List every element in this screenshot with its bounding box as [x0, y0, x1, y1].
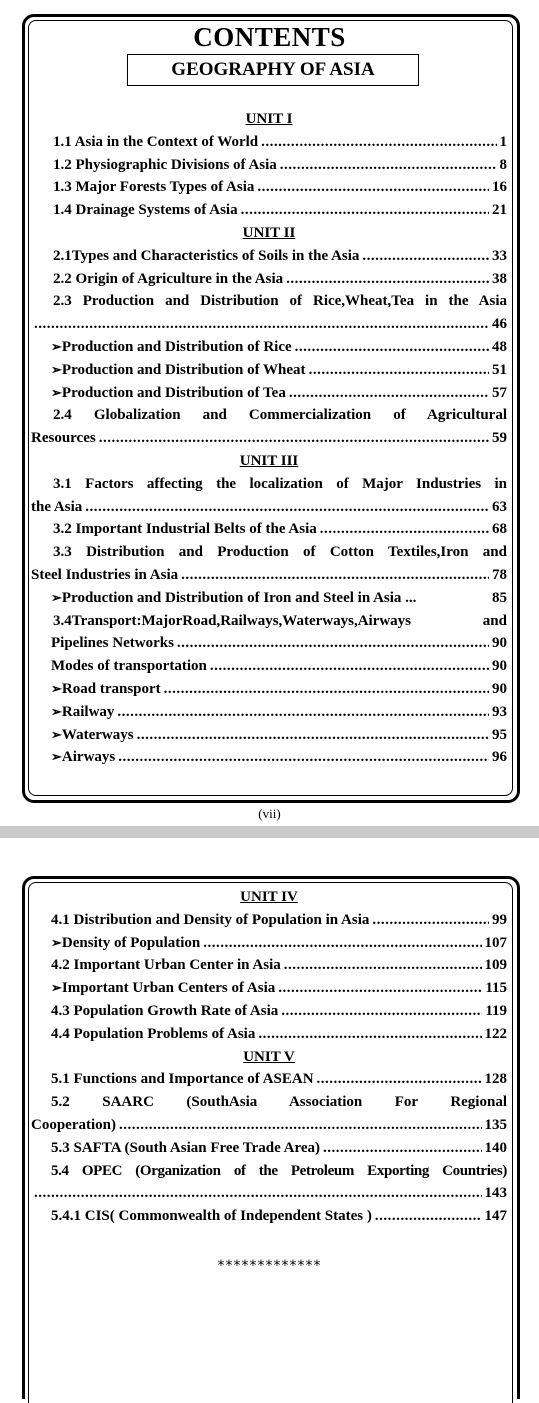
page-separator	[0, 826, 539, 838]
toc-entry-line1[interactable]: 3.1 Factors affecting the localization of Major Industries in	[53, 475, 507, 492]
toc-entry-line2[interactable]: Steel Industries in Asia ..... 78	[31, 564, 507, 587]
toc-entry-line1[interactable]: 3.3 Distribution and Production of Cotton Textiles,Iron and	[53, 544, 507, 561]
toc-subentry[interactable]: ➢Important Urban Centers of Asia ..... 115	[31, 977, 507, 1000]
unit-heading: UNIT IV	[240, 889, 298, 905]
table-of-contents-part-1	[31, 108, 507, 769]
arrow-bullet-icon: ➢	[51, 589, 62, 605]
toc-entry[interactable]: 1.3 Major Forests Types of Asia ..... 16	[31, 176, 507, 199]
toc-entry[interactable]: 1.2 Physiographic Divisions of Asia ..... 8	[31, 154, 507, 177]
toc-entry-line1[interactable]: 3.4Transport:MajorRoad,Railways,Waterways,Airways and	[53, 612, 507, 629]
toc-entry-line2[interactable]: the Asia ..... 63	[31, 496, 507, 519]
toc-subentry[interactable]: ➢Production and Distribution of Wheat ..... 51	[31, 359, 507, 382]
toc-entry-line1[interactable]: 2.3 Production and Distribution of Rice,Wheat,Tea in the Asia	[53, 293, 507, 310]
arrow-bullet-icon: ➢	[51, 749, 62, 765]
arrow-bullet-icon: ➢	[51, 726, 62, 742]
toc-entry[interactable]: 4.3 Population Growth Rate of Asia ..... 119	[31, 1000, 507, 1023]
contents-page-2	[0, 838, 539, 1350]
toc-subentry[interactable]: ➢Railway ..... 93	[31, 701, 507, 724]
toc-entry[interactable]: 1.4 Drainage Systems of Asia ..... 21	[31, 199, 507, 222]
toc-subentry[interactable]: ➢Density of Population ..... 107	[31, 932, 507, 955]
toc-entry-line2[interactable]: Resources ..... 59	[31, 427, 507, 450]
toc-entry-line2[interactable]: Cooperation) ..... 135	[31, 1114, 507, 1137]
arrow-bullet-icon: ➢	[51, 703, 62, 719]
toc-subentry[interactable]: ➢Waterways ..... 95	[31, 724, 507, 747]
toc-entry[interactable]: 2.2 Origin of Agriculture in the Asia ..... 38	[31, 268, 507, 291]
table-of-contents-part-2	[31, 886, 507, 1228]
arrow-bullet-icon: ➢	[51, 980, 62, 996]
end-of-contents-marker: *************	[217, 1258, 322, 1274]
toc-entry-line1[interactable]: 5.2 SAARC (SouthAsia Association For Regional	[51, 1094, 507, 1111]
unit-heading: UNIT V	[243, 1048, 295, 1065]
arrow-bullet-icon: ➢	[51, 338, 62, 354]
toc-entry-line1[interactable]: 2.4 Globalization and Commercialization of Agricultural	[53, 407, 507, 424]
toc-entry[interactable]: 5.3 SAFTA (South Asian Free Trade Area) ..... 140	[31, 1137, 507, 1160]
toc-entry[interactable]: 5.4.1 CIS( Commonwealth of Independent States ) ..... 147	[31, 1205, 507, 1228]
toc-entry[interactable]: 3.2 Important Industrial Belts of the Asia ..... 68	[31, 518, 507, 541]
toc-subentry[interactable]: ➢Road transport ..... 90	[31, 678, 507, 701]
toc-entry-line2[interactable]: Pipelines Networks ..... 90	[31, 632, 507, 655]
unit-heading: UNIT II	[242, 224, 296, 241]
book-subtitle: GEOGRAPHY OF ASIA	[127, 54, 419, 86]
toc-subentry[interactable]: ➢Production and Distribution of Tea ..... 57	[31, 382, 507, 405]
toc-entry-line1[interactable]: 5.4 OPEC (Organization of the Petroleum Exporting Countries)	[51, 1162, 507, 1179]
arrow-bullet-icon: ➢	[51, 361, 62, 377]
contents-title: CONTENTS	[193, 22, 346, 52]
toc-subentry[interactable]: ➢Production and Distribution of Iron and Steel in Asia ... 85	[51, 589, 507, 606]
toc-entry[interactable]: 5.1 Functions and Importance of ASEAN ..... 128	[31, 1068, 507, 1091]
toc-entry[interactable]: 4.4 Population Problems of Asia ..... 122	[31, 1023, 507, 1046]
page-number: (vii)	[258, 806, 281, 821]
unit-heading: UNIT III	[239, 452, 299, 469]
arrow-bullet-icon: ➢	[51, 384, 62, 400]
toc-entry-line2[interactable]: ..... 143	[31, 1182, 507, 1205]
arrow-bullet-icon: ➢	[51, 934, 62, 950]
toc-entry[interactable]: 4.1 Distribution and Density of Population in Asia ..... 99	[31, 909, 507, 932]
arrow-bullet-icon: ➢	[51, 680, 62, 696]
toc-entry-line2[interactable]: ..... 46	[31, 313, 507, 336]
toc-subentry[interactable]: Modes of transportation ..... 90	[31, 655, 507, 678]
toc-subentry[interactable]: ➢Airways ..... 96	[31, 746, 507, 769]
unit-heading: UNIT I	[245, 111, 293, 127]
toc-entry[interactable]: 4.2 Important Urban Center in Asia ..... 109	[31, 954, 507, 977]
toc-entry[interactable]: 1.1 Asia in the Context of World ..... 1	[31, 131, 507, 154]
toc-entry[interactable]: 2.1Types and Characteristics of Soils in the Asia ..... 33	[31, 245, 507, 268]
toc-subentry[interactable]: ➢Production and Distribution of Rice ..... 48	[31, 336, 507, 359]
